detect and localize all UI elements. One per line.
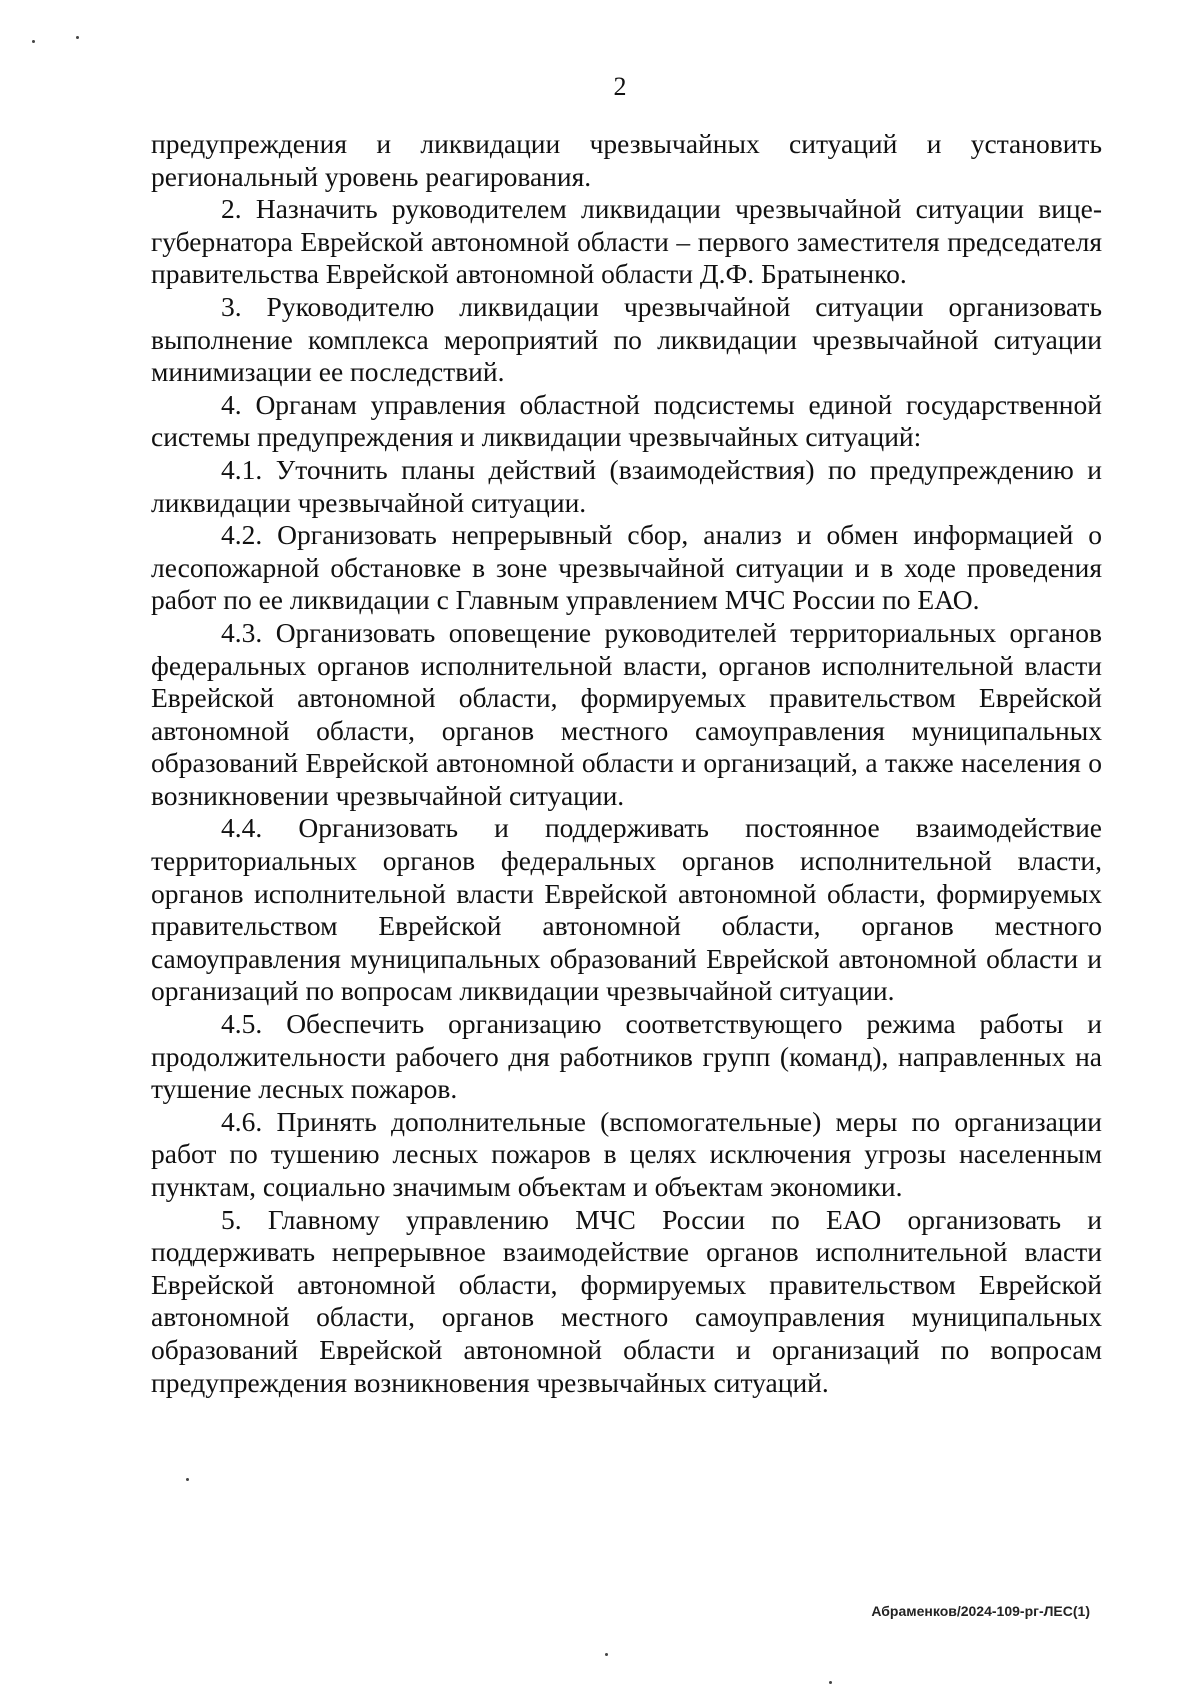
scan-speck [829, 1681, 832, 1684]
paragraph-item-4-5: 4.5. Обеспечить организацию соответствующего режима работы и продолжительности рабочего дня работников групп (команд), направленных на тушение лесных пожаров. [151, 1008, 1102, 1105]
paragraph-item-4: 4. Органам управления областной подсистемы единой государственной системы предупреждения и ликвидации чрезвычайных ситуаций: [151, 388, 1102, 453]
paragraph-item-3: 3. Руководителю ликвидации чрезвычайной ситуации организовать выполнение комплекса мероприятий по ликвидации чрезвычайной ситуации минимизации ее последствий. [151, 290, 1102, 388]
scan-speck [605, 1653, 608, 1656]
document-footer-code: Абраменков/2024-109-рг-ЛЕС(1) [871, 1603, 1090, 1619]
document-body [151, 128, 1102, 1399]
paragraph-item-4-4: 4.4. Организовать и поддерживать постоянное взаимодействие территориальных органов федеральных органов исполнительной власти, органов исполнительной власти Еврейской автономной области, формируемых правительством Еврейской автономной области, органов местного самоуправления муниципальных образований Еврейской автономной области и организаций по вопросам ликвидации чрезвычайной ситуации. [151, 812, 1102, 1007]
scan-speck [186, 1478, 189, 1481]
scan-speck [32, 40, 35, 43]
page-number: 2 [613, 72, 627, 101]
paragraph-continuation: предупреждения и ликвидации чрезвычайных ситуаций и установить региональный уровень реагирования. [151, 128, 1102, 192]
paragraph-item-4-2: 4.2. Организовать непрерывный сбор, анализ и обмен информацией о лесопожарной обстановке в зоне чрезвычайной ситуации и в ходе проведения работ по ее ликвидации с Главным управлением МЧС России по ЕАО. [151, 519, 1102, 616]
paragraph-item-5: 5. Главному управлению МЧС России по ЕАО организовать и поддерживать непрерывное взаимодействие органов исполнительной власти Еврейской автономной области, формируемых правительством Еврейской автономной области, органов местного самоуправления муниципальных образований Еврейской автономной области и организаций по вопросам предупреждения возникновения чрезвычайных ситуаций. [151, 1203, 1102, 1398]
paragraph-item-4-1: 4.1. Уточнить планы действий (взаимодействия) по предупреждению и ликвидации чрезвычайной ситуации. [151, 453, 1102, 518]
scan-speck [76, 36, 79, 39]
paragraph-item-4-6: 4.6. Принять дополнительные (вспомогательные) меры по организации работ по тушению лесных пожаров в целях исключения угрозы населенным пунктам, социально значимым объектам и объектам экономики. [151, 1105, 1102, 1202]
paragraph-item-2: 2. Назначить руководителем ликвидации чрезвычайной ситуации вице-губернатора Еврейской автономной области – первого заместителя председателя правительства Еврейской автономной области Д.Ф. Братыненко. [151, 193, 1102, 290]
paragraph-item-4-3: 4.3. Организовать оповещение руководителей территориальных органов федеральных органов исполнительной власти, органов исполнительной власти Еврейской автономной области, формируемых правительством Еврейской автономной области, органов местного самоуправления муниципальных образований Еврейской автономной области и организаций, а также населения о возникновении чрезвычайной ситуации. [151, 616, 1102, 811]
